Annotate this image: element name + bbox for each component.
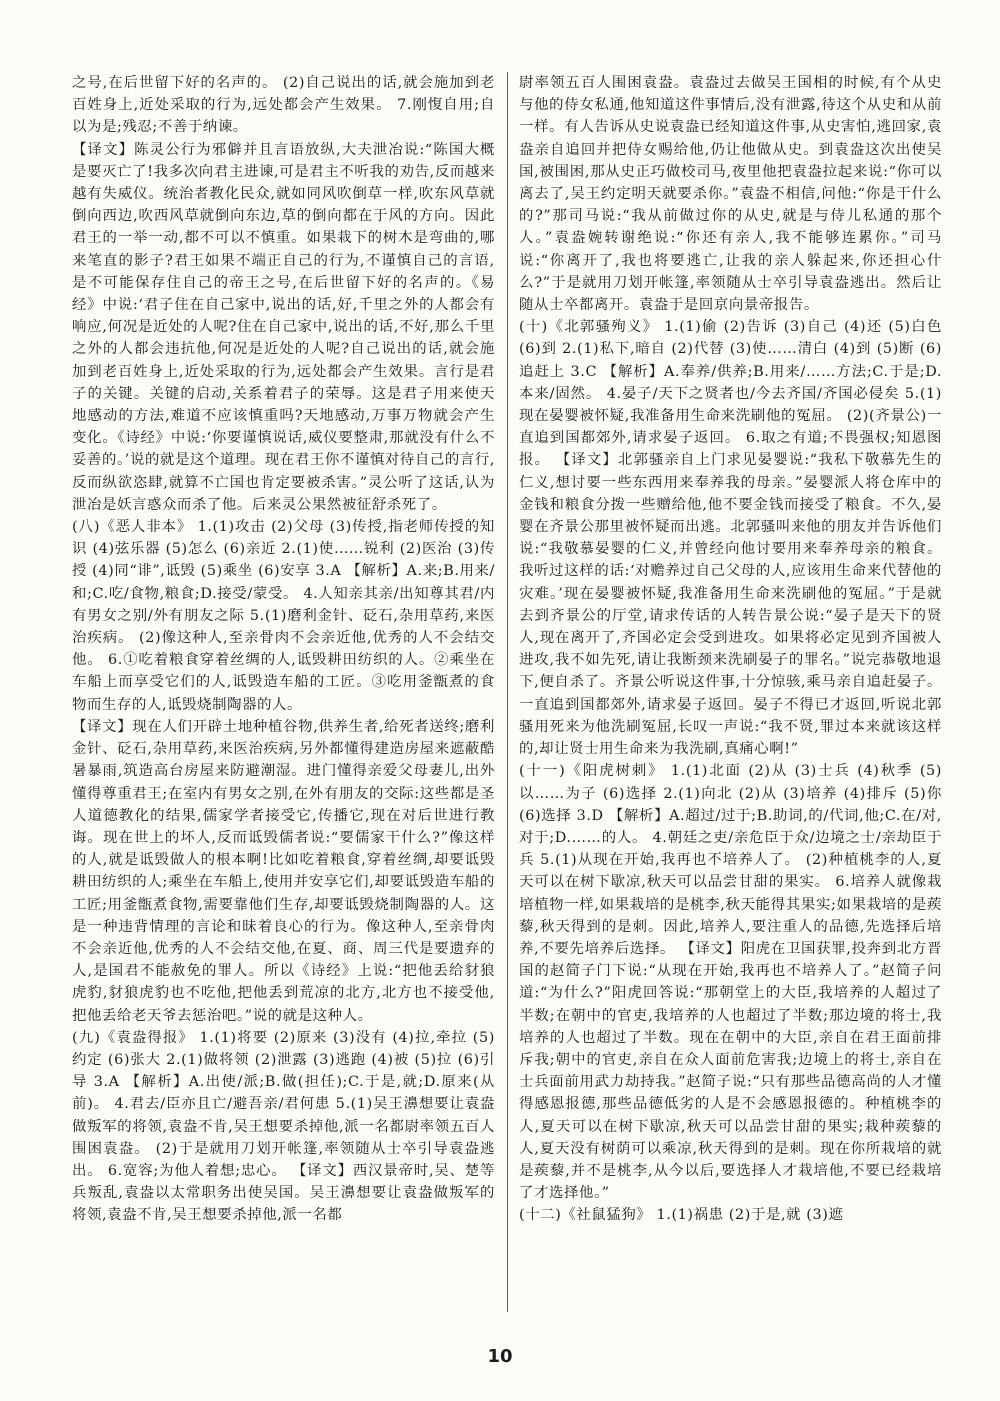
paragraph: (十二)《社鼠猛狗》 1.(1)祸患 (2)于是,就 (3)遮 [519, 1207, 844, 1224]
paragraph: 【译文】陈灵公行为邪僻并且言语放纵,大夫泄冶说:“陈国大概是要灭亡了!我多次向君主进谏,可是君主不听我的劝告,反而越来越有失威仪。统治者教化民众,就如同风吹倒草一样,吹东风草就倒向西边,吹西风草就倒向东边,草的倒向都在于风的方向。因此君王的一举一动,都不可以不慎重。如果栽下的树木是弯曲的,哪来笔直的影子?君王如果不端正自己的行为,不谨慎自己的言语,是不可能保存住自己的帝王之号,在后世留下好的名声的。《易经》中说:‘君子住在自己家中,说出的话,好,千里之外的人都会有响应,何况是近处的人呢?住在自己家中,说出的话,不好,那么千里之外的人都会违抗他,何况是近处的人呢?自己说出的话,就会施加到老百姓身上,近处采取的行为,远处都会产生效果。言行是君子的关键。关键的启动,关系着君子的荣辱。这是君子用来使天地感动的方法,难道不应该慎重吗?天地感动,万事万物就会产生变化。《诗经》中说:‘你要谨慎说话,威仪要整肃,那就没有什么不妥善的。’说的就是这个道理。现在君王你不谨慎对待自己的言行,反而纵欲恣肆,就算不亡国也肯定要被杀害。”灵公听了这话,认为泄冶是妖言惑众而杀了他。后来灵公果然被征舒杀死了。 [72, 141, 495, 513]
paragraph: (九)《袁盎得报》 1.(1)将要 (2)原来 (3)没有 (4)拉,牵拉 (5)约定 (6)张大 2.(1)做将领 (2)泄露 (3)逃跑 (4)被 (5)拉 (6)引导 3.A 【解析】A.出使/派;B.做(担任);C.于是,就;D.原来(从前)。 4.君去/臣亦且亡/避吾亲/君何患 5.(1)吴王濞想要让袁盎做叛军的将领,袁盎不肯,吴王想要杀掉他,派一名都尉率领五百人围困袁盎。 (2)于是就用刀划开帐篷,率领随从士卒引导袁盎逃出。 6.宽容;为他人着想;忠心。 【译文】西汉景帝时,吴、楚等兵叛乱,袁盎以太常职务出使吴国。吴王濞想要让袁盎做叛军的将领,袁盎不肯,吴王想要杀掉他,派一名都 [72, 1029, 495, 1224]
left-column [72, 72, 495, 1312]
paragraph: 尉率领五百人围困袁盎。袁盎过去做吴王国相的时候,有个从史与他的侍女私通,他知道这件事情后,没有泄露,待这个从史和从前一样。有人告诉从史说袁盎已经知道这件事,从史害怕,逃回家,袁盎亲自追回并把侍女赐给他,仍让他做从史。到袁盎这次出使吴国,被围困,那从史正巧做校司马,夜里他把袁盎拉起来说:“你可以离去了,吴王约定明天就要杀你。”袁盎不相信,问他:“你是干什么的?”那司马说:“我从前做过你的从史,就是与侍儿私通的那个人。”袁盎婉转谢绝说:“你还有亲人,我不能够连累你。”司马说:“你离开了,我也将要逃亡,让我的亲人躲起来,你还担心什么?”于是就用刀划开帐篷,率领随从士卒引导袁盎逃出。然后让随从士卒都离开。袁盎于是回京向景帝报告。 [519, 75, 942, 314]
right-column [519, 72, 942, 1312]
paragraph: (八)《恶人非本》 1.(1)攻击 (2)父母 (3)传授,指老师传授的知识 (4)弦乐器 (5)怎么 (6)亲近 2.(1)使……锐利 (2)医治 (3)传授 (4)同“诽”,诋毁 (5)乘坐 (6)安享 3.A 【解析】A.来;B.用来/和;C.吃/食物,粮食;D.接受/蒙受。 4.人知亲其亲/出知尊其君/内有男女之别/外有朋友之际 5.(1)磨利金针、砭石,杂用草药,来医治疾病。 (2)像这种人,至亲骨肉不会亲近他,优秀的人不会结交他。 6.①吃着粮食穿着丝绸的人,诋毁耕田纺织的人。②乘坐在车船上而享受它们的人,诋毁造车船的工匠。③吃用釜甑煮的食物而生存的人,诋毁烧制陶器的人。 [72, 519, 495, 713]
paragraph: (十一)《阳虎树刺》 1.(1)北面 (2)从 (3)士兵 (4)秋季 (5)以……为子 (6)选择 2.(1)向北 (2)从 (3)培养 (4)排斥 (5)你 (6)选择 3.D 【解析】A.超过/过于;B.助词,的/代词,他;C.在/对,对于;D.……的人。 4.朝廷之吏/亲危臣于众/边境之士/亲劫臣于兵 5.(1)从现在开始,我再也不培养人了。 (2)种植桃李的人,夏天可以在树下歇凉,秋天可以品尝甘甜的果实。 6.培养人就像栽培植物一样,如果栽培的是桃李,秋天能得其果实;如果栽培的是蒺藜,秋天得到的是刺。因此,培养人,要注重人的品德,先选择后培养,不要先培养后选择。 【译文】阳虎在卫国获罪,投奔到北方晋国的赵简子门下说:“从现在开始,我再也不培养人了。”赵简子问道:“为什么?”阳虎回答说:“那朝堂上的大臣,我培养的人超过了半数;在朝中的官吏,我培养的人也超过了半数;那边境的将士,我培养的人也超过了半数。现在在朝中的大臣,亲自在君王面前排斥我;朝中的官吏,亲自在众人面前危害我;边境上的将士,亲自在士兵面前用武力劫持我。”赵简子说:“只有那些品德高尚的人才懂得感恩报德,那些品德低劣的人是不会感恩报德的。种植桃李的人,夏天可以在树下歇凉,秋天可以品尝甘甜的果实;栽种蒺藜的人,夏天没有树荫可以乘凉,秋天得到的是刺。现在你所栽培的就是蒺藜,并不是桃李,从今以后,要选择人才栽培他,不要已经栽培了才选择他。” [519, 763, 942, 1202]
paragraph: 【译文】现在人们开辟土地种植谷物,供养生者,给死者送终;磨利金针、砭石,杂用草药,来医治疾病,另外都懂得建造房屋来遮蔽酷暑暴雨,筑造高台房屋来防避潮湿。进门懂得亲爱父母妻儿,出外懂得尊重君王;在室内有男女之别,在外有朋友的交际:这些都是圣人道德教化的结果,儒家学者接受它,传播它,现在对后世进行教诲。现在世上的坏人,反而诋毁儒者说:“要儒家干什么?”像这样的人,就是诋毁做人的根本啊!比如吃着粮食,穿着丝绸,却要诋毁耕田纺织的人;乘坐在车船上,使用并安享它们,却要诋毁造车船的工匠;用釜甑煮食物,需要靠他们生存,却要诋毁烧制陶器的人。这是一种违背情理的言论和昧着良心的行为。像这种人,至亲骨肉不会亲近他,优秀的人不会结交他,在夏、商、周三代是要遗弃的人,是国君不能赦免的罪人。所以《诗经》上说:“把他丢给豺狼虎豹,豺狼虎豹也不吃他,把他丢到荒凉的北方,北方也不接受他,把他丢给老天爷去惩治吧。”说的就是这种人。 [72, 718, 495, 1024]
page-number: 10 [487, 1346, 513, 1367]
column-divider [507, 72, 508, 1312]
paragraph: 之号,在后世留下好的名声的。 (2)自己说出的话,就会施加到老百姓身上,近处采取的行为,远处都会产生效果。 7.刚愎自用;自以为是;残忍;不善于纳谏。 [72, 75, 495, 136]
paragraph: (十)《北郭骚殉义》 1.(1)偷 (2)告诉 (3)自己 (4)还 (5)白色 (6)到 2.(1)私下,暗自 (2)代替 (3)使……清白 (4)到 (5)断 (6)追赶上 3.C 【解析】A.奉养/供养;B.用来/……方法;C.于是;D.本来/固然。 4.晏子/天下之贤者也/今去齐国/齐国必侵矣 5.(1)现在晏婴被怀疑,我准备用生命来洗刷他的冤屈。 (2)(齐景公)一直追到国都郊外,请求晏子返回。 6.取之有道;不畏强权;知恩图报。 【译文】北郭骚亲自上门求见晏婴说:“我私下敬慕先生的仁义,想讨要一些东西用来奉养我的母亲。”晏婴派人将仓库中的金钱和粮食分拨一些赠给他,他不要金钱而接受了粮食。不久,晏婴在齐景公那里被怀疑而出逃。北郭骚叫来他的朋友并告诉他们说:“我敬慕晏婴的仁义,并曾经向他讨要用来奉养母亲的粮食。我听过这样的话:‘对赡养过自己父母的人,应该用生命来代替他的灾难。’现在晏婴被怀疑,我准备用生命来洗刷他的冤屈。”于是就去到齐景公的厅堂,请求传话的人转告景公说:“晏子是天下的贤人,现在离开了,齐国必定会受到进攻。如果将必定见到齐国被人进攻,我不如先死,请让我断颈来洗刷晏子的罪名。”说完恭敬地退下,便自杀了。齐景公听说这件事,十分惊骇,乘马亲自追赶晏子。一直追到国都郊外,请求晏子返回。晏子不得已才返回,听说北郭骚用死来为他洗刷冤屈,长叹一声说:“我不贤,罪过本来就该这样的,却让贤士用生命来为我洗刷,真痛心啊!” [519, 319, 942, 758]
